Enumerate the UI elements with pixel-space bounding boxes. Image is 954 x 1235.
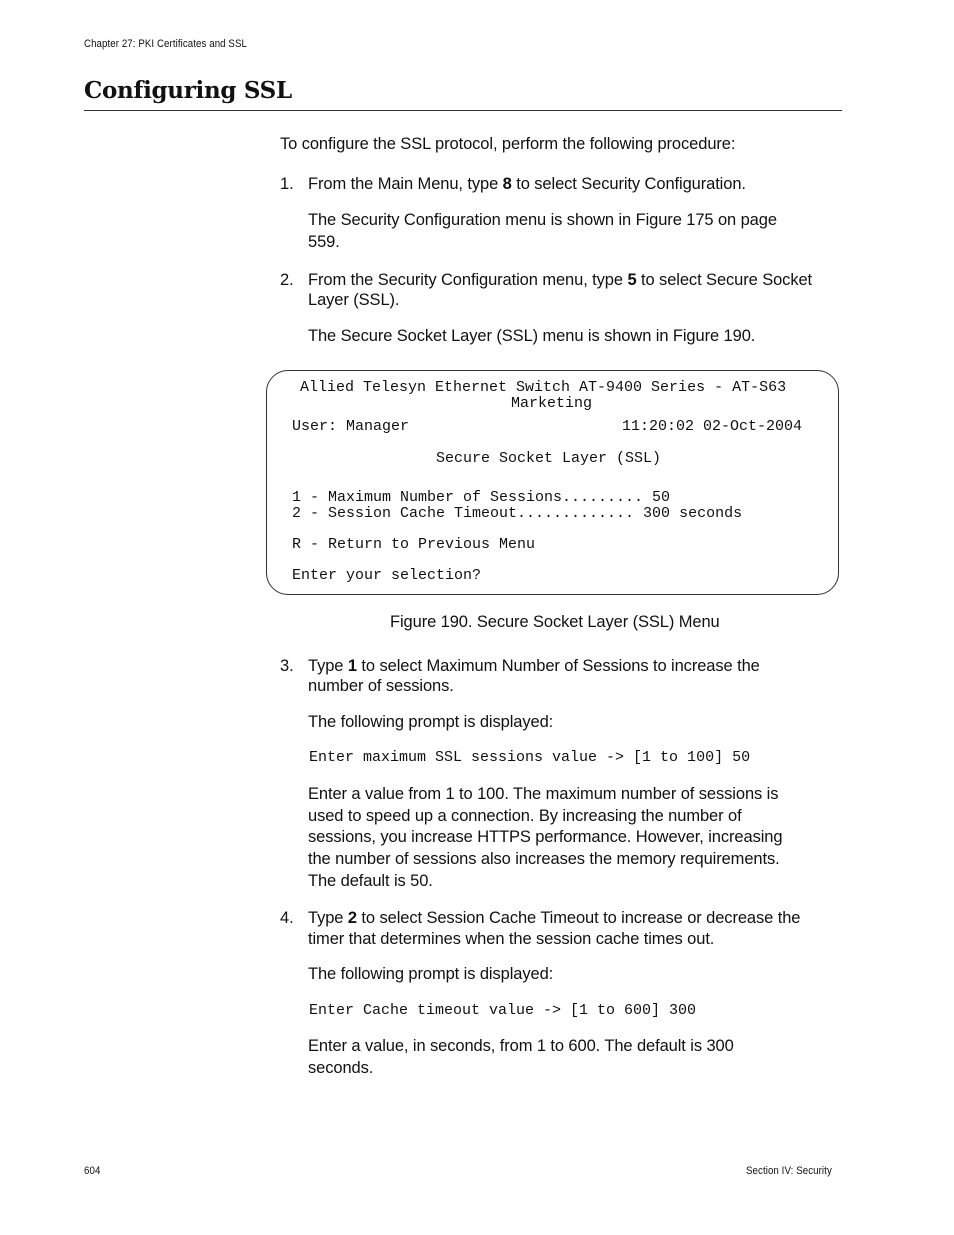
title-rule bbox=[84, 110, 842, 111]
step-1-note-line2: 559. bbox=[308, 233, 340, 251]
terminal-option-1: 1 - Maximum Number of Sessions......... 50 bbox=[292, 489, 671, 506]
step-3-desc-line3: sessions, you increase HTTPS performance. However, increasing bbox=[308, 828, 783, 846]
step-4-desc-line1: Enter a value, in seconds, from 1 to 600. The default is 300 bbox=[308, 1037, 734, 1055]
terminal-option-return: R - Return to Previous Menu bbox=[292, 536, 536, 553]
step-4-desc-line2: seconds. bbox=[308, 1059, 374, 1077]
step-3-prompt-label: The following prompt is displayed: bbox=[308, 713, 554, 731]
footer-page-number: 604 bbox=[84, 1165, 101, 1177]
terminal-option-2: 2 - Session Cache Timeout............. 300 seconds bbox=[292, 505, 743, 522]
step-2-text-line2: Layer (SSL). bbox=[308, 291, 400, 309]
step-3-key: 1 bbox=[347, 657, 357, 675]
terminal-line-location: Marketing bbox=[511, 395, 593, 412]
terminal-datetime: 11:20:02 02-Oct-2004 bbox=[622, 418, 803, 435]
step-1-number: 1. bbox=[280, 175, 294, 193]
terminal-line-banner: Allied Telesyn Ethernet Switch AT-9400 Series - AT-S63 bbox=[300, 379, 787, 396]
step-1-text: From the Main Menu, type 8 to select Security Configuration. bbox=[308, 175, 746, 193]
step-4-text: Type 2 to select Session Cache Timeout to increase or decrease the bbox=[308, 909, 801, 927]
step-4-key: 2 bbox=[347, 909, 357, 927]
footer-section: Section IV: Security bbox=[746, 1165, 832, 1177]
step-3-desc-line2: used to speed up a connection. By increasing the number of bbox=[308, 807, 742, 825]
step-1-key: 8 bbox=[502, 175, 512, 193]
step-4-text-line2: timer that determines when the session cache times out. bbox=[308, 930, 715, 948]
intro-text: To configure the SSL protocol, perform the following procedure: bbox=[280, 135, 736, 153]
running-header-chapter: Chapter 27: PKI Certificates and SSL bbox=[84, 38, 247, 50]
figure-caption: Figure 190. Secure Socket Layer (SSL) Menu bbox=[390, 613, 720, 631]
page-title: Configuring SSL bbox=[84, 77, 292, 104]
step-4-prompt: Enter Cache timeout value -> [1 to 600] 300 bbox=[309, 1002, 697, 1019]
step-1-note-line1: The Security Configuration menu is shown in Figure 175 on page bbox=[308, 211, 777, 229]
terminal-menu-title: Secure Socket Layer (SSL) bbox=[436, 450, 662, 467]
step-2-number: 2. bbox=[280, 271, 294, 289]
step-3-desc-line1: Enter a value from 1 to 100. The maximum number of sessions is bbox=[308, 785, 779, 803]
terminal-user: User: Manager bbox=[292, 418, 410, 435]
step-4-number: 4. bbox=[280, 909, 294, 927]
step-3-text-line2: number of sessions. bbox=[308, 677, 454, 695]
step-2-note: The Secure Socket Layer (SSL) menu is shown in Figure 190. bbox=[308, 327, 756, 345]
step-2-key: 5 bbox=[627, 271, 637, 289]
step-2-text: From the Security Configuration menu, type 5 to select Secure Socket bbox=[308, 271, 813, 289]
terminal-prompt: Enter your selection? bbox=[292, 567, 482, 584]
step-3-text: Type 1 to select Maximum Number of Sessions to increase the bbox=[308, 657, 760, 675]
step-3-desc-line5: The default is 50. bbox=[308, 872, 433, 890]
step-3-prompt: Enter maximum SSL sessions value -> [1 to 100] 50 bbox=[309, 749, 751, 766]
step-3-desc-line4: the number of sessions also increases the memory requirements. bbox=[308, 850, 780, 868]
step-3-number: 3. bbox=[280, 657, 294, 675]
step-4-prompt-label: The following prompt is displayed: bbox=[308, 965, 554, 983]
